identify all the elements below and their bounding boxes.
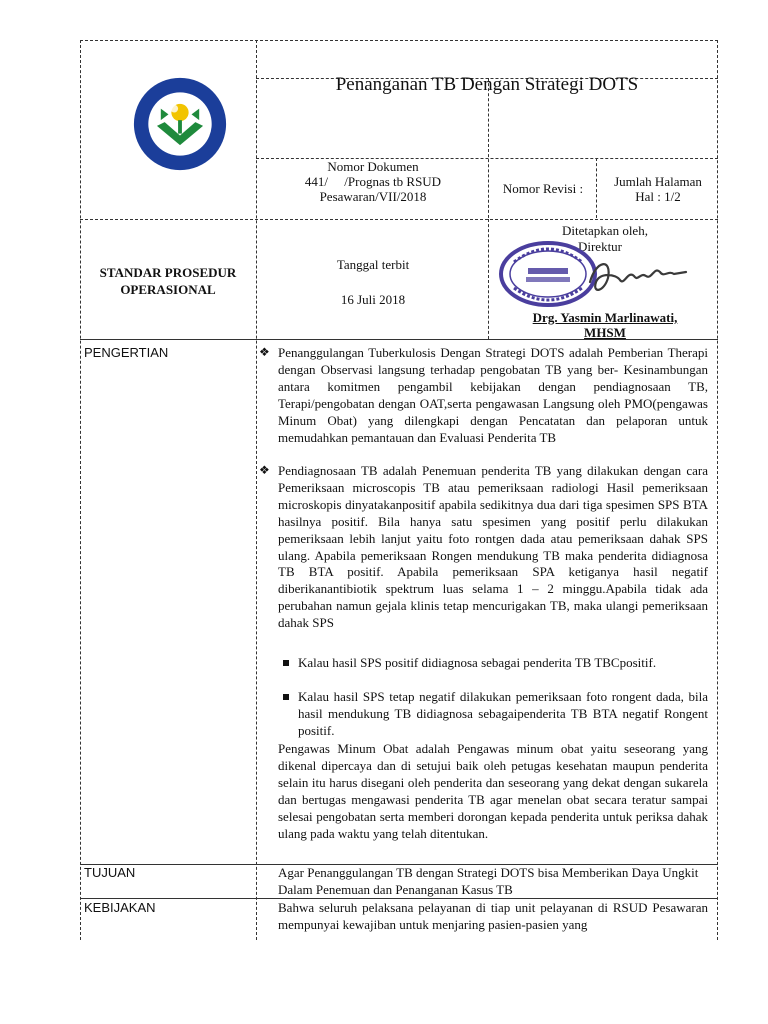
doc-number-block (258, 159, 488, 204)
revision-label: Nomor Revisi : (502, 181, 584, 196)
director-name (500, 310, 710, 340)
header-divider-1 (488, 78, 489, 218)
diamond-bullet-icon: ❖ (259, 463, 270, 477)
pengertian-bullet-2: Kalau hasil SPS tetap negatif dilakukan pemeriksaan foto rongent dada, bila hasil mendukung TB didiagnosa sebagaipenderita TB BTA negatif Rongent positif. (298, 689, 708, 738)
column-divider (256, 40, 257, 940)
square-bullet-icon (283, 694, 289, 700)
pages-block (598, 174, 718, 204)
tujuan-label: TUJUAN (84, 865, 136, 880)
square-bullet-icon (283, 660, 289, 666)
approved-line1: Ditetapkan oleh, (562, 223, 648, 238)
kebijakan-label: KEBIJAKAN (84, 900, 156, 915)
pages-value: Hal : 1/2 (635, 189, 681, 204)
pages-label: Jumlah Halaman (614, 174, 702, 189)
doc-number-line2: Pesawaran/VII/2018 (319, 189, 427, 204)
rsud-pesawaran-logo (132, 76, 228, 172)
pengertian-label: PENGERTIAN (84, 345, 169, 360)
border-top (80, 40, 718, 41)
sop-title (82, 264, 254, 298)
sop-divider (488, 219, 489, 339)
pengertian-bullet-1: Kalau hasil SPS positif didiagnosa sebagai penderita TB TBCpositif. (298, 655, 657, 670)
issued-label: Tanggal terbit (336, 257, 410, 272)
border-left (80, 40, 81, 940)
director-name-line1: Drg. Yasmin Marlinawati, (532, 310, 678, 325)
header-divider-2 (596, 158, 597, 218)
doc-number-label: Nomor Dokumen (327, 159, 419, 174)
director-name-line2: MHSM (584, 325, 626, 340)
pengertian-paragraph-3: Pengawas Minum Obat adalah Pengawas minum obat yaitu seseorang yang dikenal dipercaya dan di setujui baik oleh petugas kesehatan maupun penderita selain itu harus disegani oleh penderita dan seseorang yang dekat dengan sukarela dan bertugas mengawasi penderita TB agar menelan obat secara teratur sampai selesai pengobatan serta memberi dorongan kepada penderita untuk periksa dahak ulang pada waktu yang telah ditentukan. (278, 741, 708, 841)
sop-title-line1: STANDAR PROSEDUR (99, 265, 237, 280)
approved-line2: Direktur (577, 239, 623, 254)
pengertian-paragraph-2: Pendiagnosaan TB adalah Penemuan penderita TB yang dilakukan dengan cara Pemeriksaan microscopis TB atau pemeriksaan radiologi Hasil pemeriksaan microskopis dinyatakanpositif apabila sedikitnya dua dari tiga spesimen SPS BTA hasilnya positif. Bila hanya satu spesimen yang positif perlu dilakukan pemeriksaan lebih lanjut yaitu foto rontgen dada atau pemeriksaan dahak SPS ulang. Apabila pemeriksaan Rongen mendukung TB maka penderita didiagnosa TB BTA positif. Apabila pemeriksaan SPA ketiganya hasil negatif diberikanantibiotik spektrum luas selama 1 – 2 minggu.Apabila tidak ada perubahan namun gejala klinis tetap mencurigakan TB, maka ulangi pemeriksaan dahak SPS (278, 463, 708, 631)
director-signature (582, 252, 692, 298)
sop-title-line2: OPERASIONAL (120, 282, 216, 297)
kebijakan-text: Bahwa seluruh pelaksana pelayanan di tiap unit pelayanan di RSUD Pesawaran mempunyai kewajiban untuk menjaring pasien-pasien yang (278, 900, 708, 932)
tujuan-text: Agar Penanggulangan TB dengan Strategi DOTS bisa Memberikan Daya Ungkit Dalam Penemuan dan Penanganan Kasus TB (278, 865, 699, 897)
header-row-bottom (80, 219, 718, 220)
pengertian-paragraph-1: Penanggulangan Tuberkulosis Dengan Strategi DOTS adalah Pemberian Therapi dengan Observasi langsung terhadap pengobatan TB yang ber- Kesinambungan antara komitmen pengambil kebijakan dengan pendiagnosaan TB, Terapi/pengobatan dengan OAT,serta pengawasan Langsung oleh PMO(pengawas Minum Obat) yang dilengkapi dengan Pencatatan dan pelaporan untuk memudahkan pemantauan dan Evaluasi Penderita TB (278, 345, 708, 445)
doc-number-line1: 441/ /Prognas tb RSUD (304, 174, 442, 189)
document-title: Penanganan TB Dengan Strategi DOTS (335, 74, 639, 95)
diamond-bullet-icon: ❖ (259, 345, 270, 359)
issued-date: 16 Juli 2018 (340, 292, 406, 307)
